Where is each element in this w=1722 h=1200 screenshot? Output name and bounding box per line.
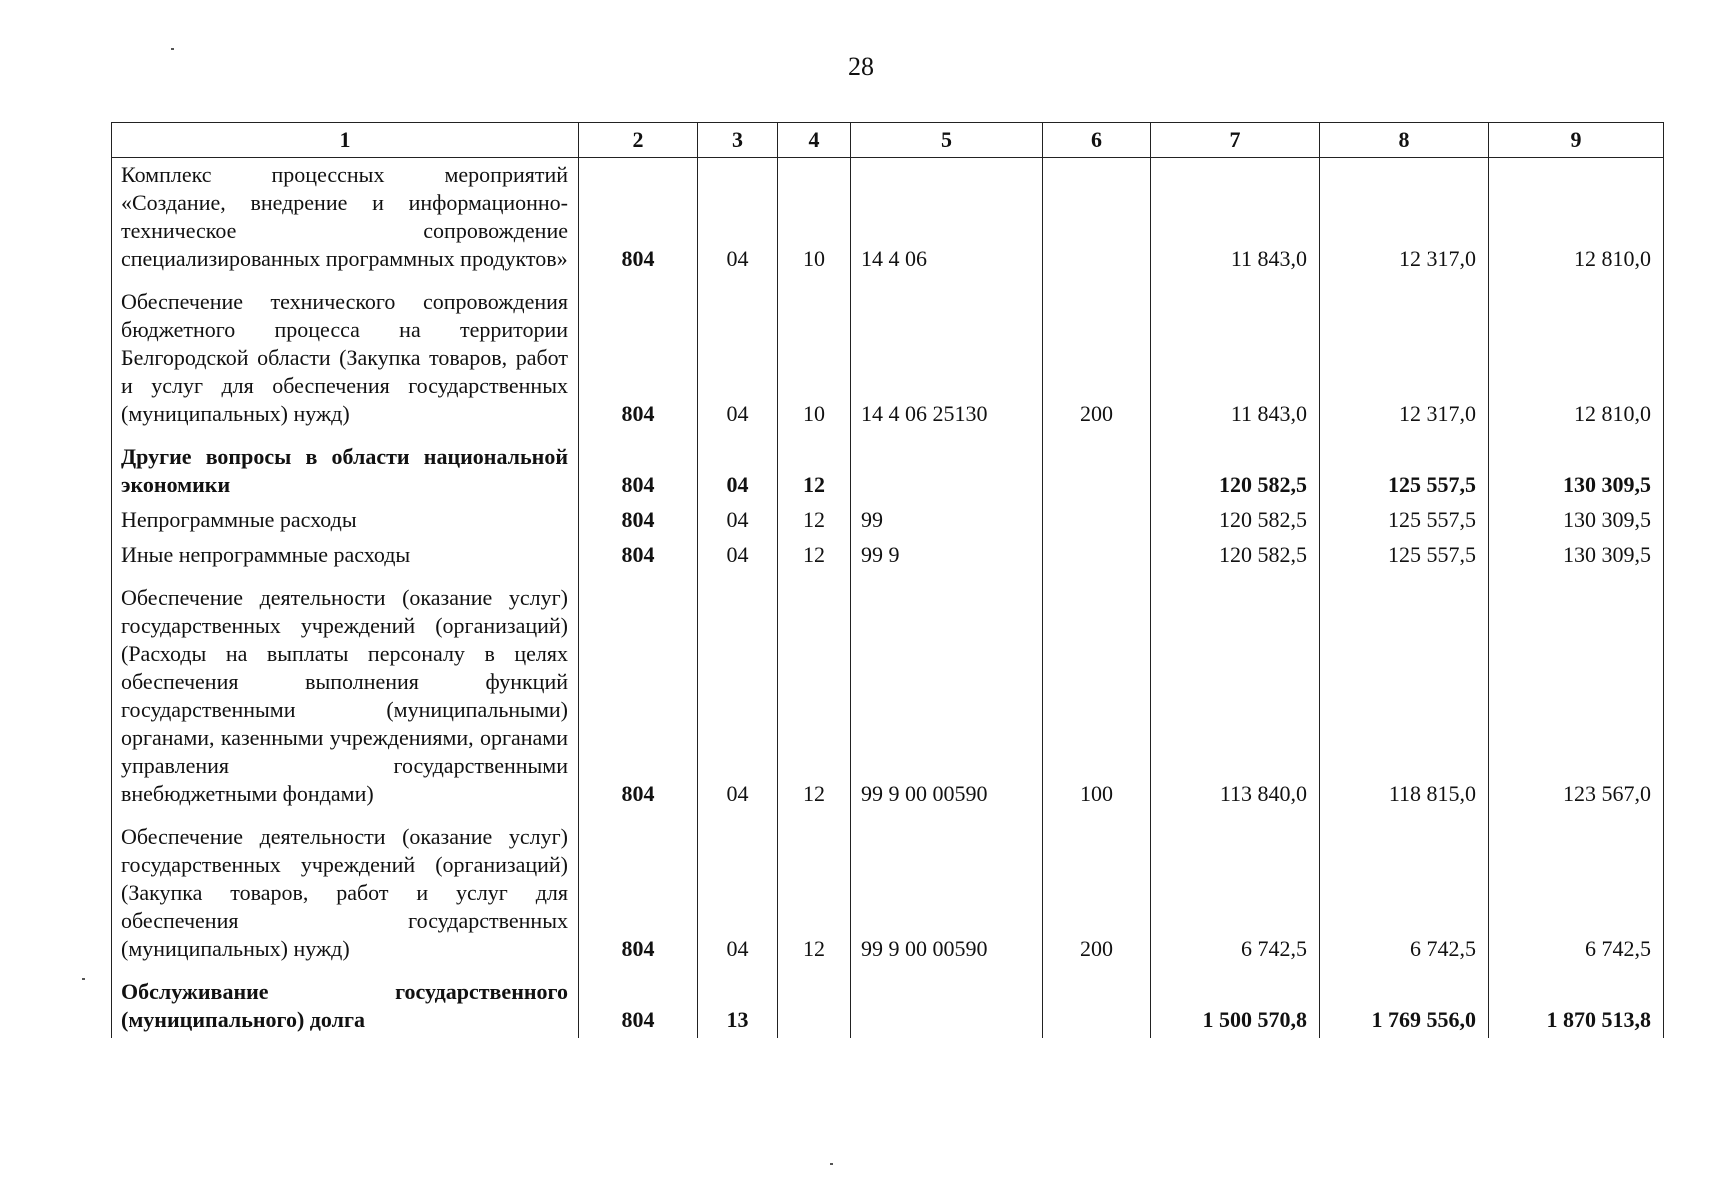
row-col-8: 12 317,0 (1320, 285, 1489, 432)
header-cell-2: 2 (579, 123, 698, 158)
spacer-cell (1043, 812, 1151, 820)
row-col-4: 10 (778, 285, 851, 432)
row-col-6: 100 (1043, 581, 1151, 812)
row-col-4 (778, 975, 851, 1038)
spacer-cell (851, 432, 1043, 440)
row-col-9: 123 567,0 (1489, 581, 1664, 812)
spacer-cell (579, 432, 698, 440)
scan-speck (82, 978, 85, 980)
spacer-cell (579, 967, 698, 975)
row-name: Обеспечение деятельности (оказание услуг) государственных учреждений (организаций) (Закупка товаров, работ и услуг для обеспечения государственных (муниципальных) нужд) (112, 820, 579, 967)
spacer-cell (1043, 573, 1151, 581)
row-col-3: 13 (698, 975, 778, 1038)
row-spacer (112, 573, 1664, 581)
row-col-2: 804 (579, 538, 698, 573)
spacer-cell (1489, 277, 1664, 285)
spacer-cell (1489, 573, 1664, 581)
spacer-cell (1320, 432, 1489, 440)
row-col-5: 99 9 (851, 538, 1043, 573)
row-col-8: 12 317,0 (1320, 158, 1489, 278)
spacer-cell (1320, 812, 1489, 820)
row-col-5 (851, 975, 1043, 1038)
row-col-4: 12 (778, 538, 851, 573)
spacer-cell (851, 812, 1043, 820)
spacer-cell (698, 967, 778, 975)
row-col-6 (1043, 440, 1151, 503)
spacer-cell (579, 277, 698, 285)
row-spacer (112, 277, 1664, 285)
spacer-cell (698, 277, 778, 285)
row-col-6: 200 (1043, 820, 1151, 967)
spacer-cell (579, 812, 698, 820)
row-col-7: 11 843,0 (1151, 285, 1320, 432)
table-row (112, 503, 1664, 538)
row-col-2: 804 (579, 503, 698, 538)
spacer-cell (698, 812, 778, 820)
spacer-cell (778, 812, 851, 820)
row-col-2: 804 (579, 975, 698, 1038)
row-col-9: 130 309,5 (1489, 503, 1664, 538)
row-col-9: 12 810,0 (1489, 158, 1664, 278)
spacer-cell (112, 812, 579, 820)
spacer-cell (112, 277, 579, 285)
spacer-cell (698, 573, 778, 581)
row-col-3: 04 (698, 503, 778, 538)
spacer-cell (112, 967, 579, 975)
spacer-cell (778, 967, 851, 975)
row-col-8: 125 557,5 (1320, 538, 1489, 573)
spacer-cell (1043, 277, 1151, 285)
spacer-cell (579, 573, 698, 581)
header-cell-4: 4 (778, 123, 851, 158)
row-spacer (112, 432, 1664, 440)
row-name: Обслуживание государственного (муниципального) долга (112, 975, 579, 1038)
row-col-3: 04 (698, 581, 778, 812)
row-col-3: 04 (698, 285, 778, 432)
spacer-cell (851, 573, 1043, 581)
spacer-cell (1489, 432, 1664, 440)
row-name: Комплекс процессных мероприятий «Создание, внедрение и информационно-техническое сопровождение специализированных программных продуктов» (112, 158, 579, 278)
row-spacer (112, 812, 1664, 820)
row-name: Иные непрограммные расходы (112, 538, 579, 573)
table-row (112, 285, 1664, 432)
row-col-3: 04 (698, 538, 778, 573)
row-col-6 (1043, 538, 1151, 573)
row-col-9: 6 742,5 (1489, 820, 1664, 967)
spacer-cell (1043, 967, 1151, 975)
row-col-5: 14 4 06 (851, 158, 1043, 278)
table-row (112, 440, 1664, 503)
row-col-5: 99 9 00 00590 (851, 820, 1043, 967)
row-col-3: 04 (698, 820, 778, 967)
row-col-2: 804 (579, 158, 698, 278)
scan-speck (171, 48, 174, 50)
table-body (112, 158, 1664, 1039)
row-col-7: 120 582,5 (1151, 538, 1320, 573)
table-row (112, 820, 1664, 967)
spacer-cell (1320, 967, 1489, 975)
spacer-cell (1151, 277, 1320, 285)
header-cell-7: 7 (1151, 123, 1320, 158)
budget-table (111, 122, 1664, 1038)
row-col-9: 130 309,5 (1489, 440, 1664, 503)
row-col-2: 804 (579, 440, 698, 503)
spacer-cell (1151, 432, 1320, 440)
row-col-7: 120 582,5 (1151, 440, 1320, 503)
row-col-5: 99 (851, 503, 1043, 538)
row-col-7: 113 840,0 (1151, 581, 1320, 812)
header-cell-5: 5 (851, 123, 1043, 158)
row-name: Обеспечение технического сопровождения бюджетного процесса на территории Белгородской области (Закупка товаров, работ и услуг для обеспечения государственных (муниципальных) нужд) (112, 285, 579, 432)
spacer-cell (698, 432, 778, 440)
row-spacer (112, 967, 1664, 975)
row-col-2: 804 (579, 820, 698, 967)
spacer-cell (851, 277, 1043, 285)
row-col-7: 6 742,5 (1151, 820, 1320, 967)
row-col-2: 804 (579, 285, 698, 432)
table-row (112, 538, 1664, 573)
spacer-cell (1489, 967, 1664, 975)
row-col-5: 14 4 06 25130 (851, 285, 1043, 432)
row-col-2: 804 (579, 581, 698, 812)
spacer-cell (112, 573, 579, 581)
scan-speck (830, 1163, 833, 1165)
table-row (112, 975, 1664, 1038)
spacer-cell (1043, 432, 1151, 440)
spacer-cell (851, 967, 1043, 975)
row-col-7: 120 582,5 (1151, 503, 1320, 538)
row-col-4: 10 (778, 158, 851, 278)
spacer-cell (1320, 277, 1489, 285)
spacer-cell (112, 432, 579, 440)
header-cell-6: 6 (1043, 123, 1151, 158)
spacer-cell (1489, 812, 1664, 820)
row-col-8: 125 557,5 (1320, 440, 1489, 503)
row-col-8: 118 815,0 (1320, 581, 1489, 812)
row-col-3: 04 (698, 440, 778, 503)
header-cell-9: 9 (1489, 123, 1664, 158)
row-name: Непрограммные расходы (112, 503, 579, 538)
header-cell-1: 1 (112, 123, 579, 158)
spacer-cell (1151, 967, 1320, 975)
header-cell-8: 8 (1320, 123, 1489, 158)
row-col-6 (1043, 975, 1151, 1038)
page-number: 28 (848, 52, 874, 81)
row-col-4: 12 (778, 440, 851, 503)
row-col-4: 12 (778, 581, 851, 812)
row-col-3: 04 (698, 158, 778, 278)
row-col-9: 12 810,0 (1489, 285, 1664, 432)
row-col-6 (1043, 503, 1151, 538)
header-cell-3: 3 (698, 123, 778, 158)
row-col-9: 130 309,5 (1489, 538, 1664, 573)
row-col-5: 99 9 00 00590 (851, 581, 1043, 812)
spacer-cell (778, 432, 851, 440)
row-col-8: 1 769 556,0 (1320, 975, 1489, 1038)
row-col-8: 6 742,5 (1320, 820, 1489, 967)
row-col-4: 12 (778, 820, 851, 967)
header-row (112, 123, 1664, 158)
row-col-7: 1 500 570,8 (1151, 975, 1320, 1038)
table-row (112, 581, 1664, 812)
row-col-6 (1043, 158, 1151, 278)
row-col-9: 1 870 513,8 (1489, 975, 1664, 1038)
row-col-5 (851, 440, 1043, 503)
row-col-6: 200 (1043, 285, 1151, 432)
spacer-cell (778, 573, 851, 581)
table-row (112, 158, 1664, 278)
spacer-cell (1151, 573, 1320, 581)
row-name: Другие вопросы в области национальной экономики (112, 440, 579, 503)
row-col-4: 12 (778, 503, 851, 538)
row-col-7: 11 843,0 (1151, 158, 1320, 278)
row-col-8: 125 557,5 (1320, 503, 1489, 538)
row-name: Обеспечение деятельности (оказание услуг) государственных учреждений (организаций) (Расходы на выплаты персоналу в целях обеспечения выполнения функций государственными (муниципальными) органами, казенными учреждениями, органами управления государственными внебюджетными фондами) (112, 581, 579, 812)
spacer-cell (1320, 573, 1489, 581)
spacer-cell (778, 277, 851, 285)
spacer-cell (1151, 812, 1320, 820)
